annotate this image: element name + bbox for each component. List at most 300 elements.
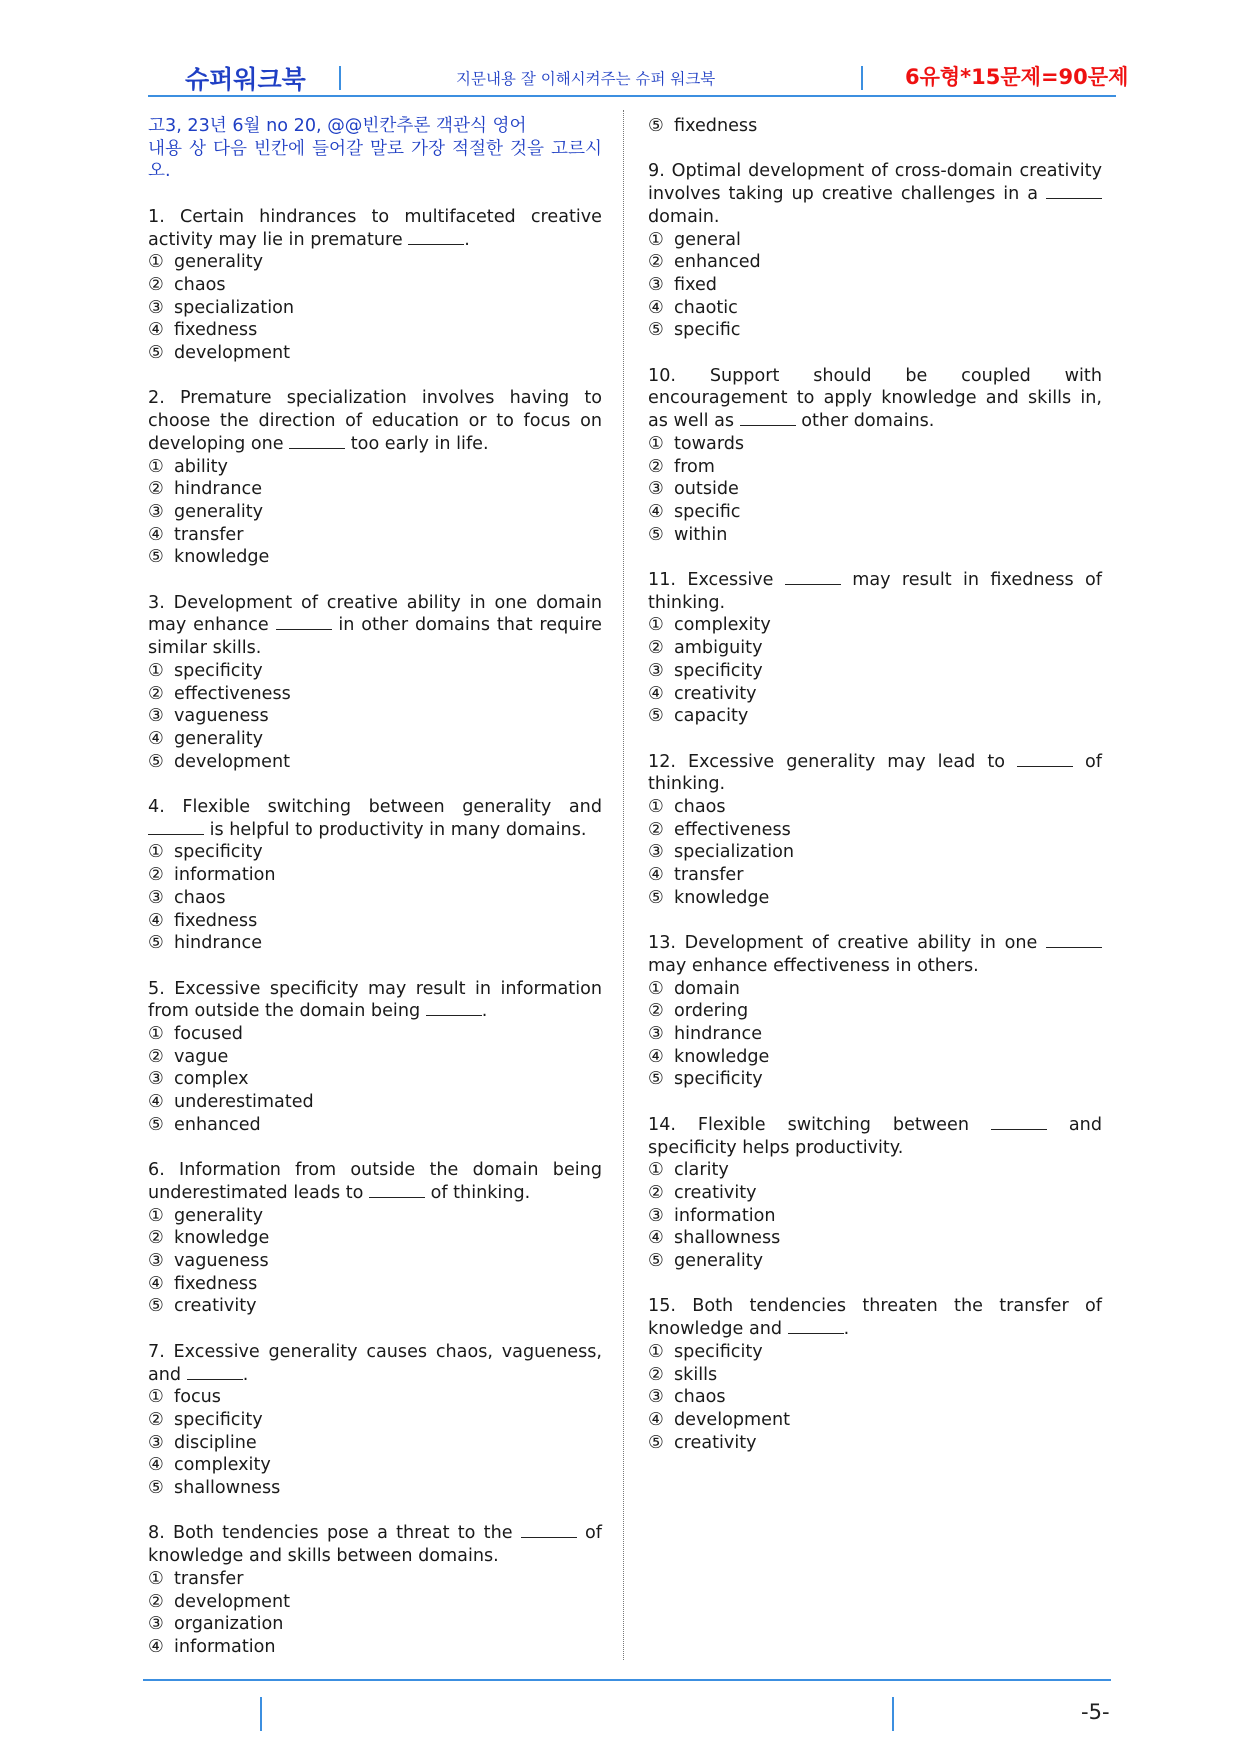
option-label: organization [174,1614,284,1635]
option-label: specialization [674,842,794,863]
answer-option [148,683,602,706]
option-label: ordering [674,1001,749,1022]
option-label: transfer [674,865,744,886]
option-number: ⑤ [648,1069,664,1090]
answer-option [648,614,1102,637]
question-text-after-blank: other domains. [795,411,935,432]
option-label: specific [674,320,741,341]
option-number: ⑤ [648,1251,664,1272]
answer-option [648,660,1102,683]
question-stem [648,365,1102,433]
option-label: development [174,751,291,772]
answer-option [148,728,602,751]
option-label: complexity [674,615,771,636]
question-item [148,1159,602,1318]
answer-option [648,1409,1102,1432]
question-text-after-blank: may enhance effectiveness in others. [648,955,979,976]
option-number: ② [648,1364,664,1385]
answer-blank [276,615,332,630]
option-label: knowledge [674,1046,770,1067]
option-number: ④ [648,501,664,522]
option-label: chaos [674,1387,726,1408]
answer-option [648,1341,1102,1364]
answer-option [648,115,1102,138]
footer-divider [260,1697,262,1731]
footer-rule [143,1679,1111,1681]
question-stem [148,1341,602,1386]
page-number: -5- [1081,1700,1110,1724]
answer-option [648,1023,1102,1046]
answer-option [148,1250,602,1273]
option-label: focus [174,1387,221,1408]
option-number: ① [148,842,164,863]
question-text: 5. Excessive specificity may result in information from outside the domain being [148,978,602,1022]
option-number: ⑤ [148,1296,164,1317]
answer-blank [521,1523,577,1538]
option-number: ③ [648,479,664,500]
question-item [648,569,1102,728]
answer-option [648,637,1102,660]
option-number: ③ [148,297,164,318]
option-label: fixed [674,274,717,295]
question-text: 6. Information from outside the domain being underestimated leads to [148,1160,602,1203]
option-label: effectiveness [674,819,791,840]
answer-option [648,524,1102,547]
answer-option [148,1454,602,1477]
option-label: specificity [674,1341,763,1362]
answer-option [148,1636,602,1659]
question-options-continued [648,115,1102,138]
option-label: shallowness [174,1478,281,1499]
option-number: ① [148,252,164,273]
question-item [648,1114,1102,1273]
question-text: 7. Excessive generality causes chaos, vagueness, and [148,1341,602,1385]
option-number: ① [148,1024,164,1045]
instructions-source: 고3, 23년 6월 no 20, @@빈칸추론 객관식 영어 [148,116,527,136]
answer-option [648,887,1102,910]
option-number: ⑤ [648,320,664,341]
option-label: complexity [174,1455,271,1476]
question-text-after-blank: . [481,1001,488,1022]
option-number: ⑤ [648,887,664,908]
option-number: ① [648,433,664,454]
answer-option [148,1477,602,1500]
option-number: ② [148,865,164,886]
option-number: ② [148,1591,164,1612]
instructions-text: 내용 상 다음 빈칸에 들어갈 말로 가장 적절한 것을 고르시오. [148,138,602,182]
question-stem [148,592,602,660]
option-number: ① [648,1341,664,1362]
option-number: ④ [648,1046,664,1067]
answer-option [648,1205,1102,1228]
option-label: vague [174,1046,229,1067]
question-text: 2. Premature specialization involves having to choose the direction of education or to focus on developing one [148,388,602,454]
option-label: knowledge [674,887,770,908]
answer-option [648,501,1102,524]
option-number: ① [648,229,664,250]
option-label: ability [174,456,228,477]
header-subtitle: 지문내용 잘 이해시켜주는 슈퍼 워크북 [456,70,716,88]
question-text: 14. Flexible switching between [648,1114,991,1135]
answer-option [648,1386,1102,1409]
question-text: 13. Development of creative ability in one [648,933,1046,954]
question-text-after-blank: may result in fixedness of thinking. [648,570,1102,613]
answer-option [648,1159,1102,1182]
brand-title: 슈퍼워크북 [185,65,306,94]
option-label: chaos [674,797,726,818]
option-number: ④ [148,1273,164,1294]
answer-option [148,1432,602,1455]
answer-blank [187,1365,243,1380]
option-number: ④ [148,320,164,341]
option-number: ⑤ [148,1478,164,1499]
answer-option [148,456,602,479]
option-number: ⑤ [648,116,664,136]
option-number: ② [148,479,164,500]
option-number: ③ [648,842,664,863]
answer-option [148,1114,602,1137]
answer-option [648,478,1102,501]
answer-option [148,501,602,524]
question-item [148,796,602,955]
option-number: ① [148,1205,164,1226]
answer-option [648,705,1102,728]
question-text: 9. Optimal development of cross-domain creativity involves taking up creative challenges in a [648,161,1102,205]
question-text-after-blank: too early in life. [345,433,489,454]
option-number: ④ [648,1409,664,1430]
answer-blank [148,820,204,835]
option-label: capacity [674,706,749,727]
option-label: creativity [674,1182,757,1203]
option-number: ④ [648,865,664,886]
answer-blank [408,230,464,245]
question-stem [148,206,602,251]
answer-option [648,1432,1102,1455]
option-label: specificity [174,1409,263,1430]
option-number: ② [148,274,164,295]
question-text-after-blank: of thinking. [425,1182,531,1203]
question-text: 10. Support should be coupled with encouragement to apply knowledge and skills in, as well as [648,365,1102,432]
answer-option [148,546,602,569]
option-label: creativity [674,683,757,704]
question-item [148,387,602,569]
question-item [148,1522,602,1658]
answer-option [148,1295,602,1318]
question-item [148,206,602,365]
option-label: knowledge [174,1228,270,1249]
option-number: ④ [148,728,164,749]
problem-count: 6유형*15문제=90문제 [905,65,1129,89]
option-number: ③ [148,501,164,522]
option-label: transfer [174,1568,244,1589]
answer-blank [1046,933,1102,948]
option-number: ② [648,456,664,477]
answer-blank [426,1001,482,1016]
option-number: ② [648,819,664,840]
answer-option [148,1046,602,1069]
answer-option [148,478,602,501]
answer-option [148,932,602,955]
option-number: ③ [648,1205,664,1226]
option-number: ① [148,456,164,477]
option-number: ④ [148,1455,164,1476]
option-label: knowledge [174,547,270,568]
question-text: 11. Excessive [648,570,785,591]
option-number: ③ [648,660,664,681]
question-text: 12. Excessive generality may lead to [648,751,1018,772]
option-label: specificity [174,660,263,681]
answer-blank [289,434,345,449]
answer-option [648,841,1102,864]
question-stem [148,387,602,455]
answer-option [148,1613,602,1636]
option-label: complex [174,1069,249,1090]
option-number: ③ [148,1251,164,1272]
option-number: ② [648,1182,664,1203]
option-number: ② [148,1228,164,1249]
option-label: information [174,865,276,886]
option-label: discipline [174,1432,257,1453]
answer-option [648,274,1102,297]
instructions [148,115,602,183]
answer-option [648,251,1102,274]
option-number: ⑤ [648,1432,664,1453]
option-label: focused [174,1024,243,1045]
option-number: ④ [648,297,664,318]
answer-option [148,751,602,774]
question-text-after-blank: of knowledge and skills between domains. [148,1523,602,1567]
answer-blank [1017,752,1073,767]
option-label: from [674,456,715,477]
option-number: ③ [648,274,664,295]
option-label: generality [174,252,264,273]
answer-option [648,1068,1102,1091]
question-text: 4. Flexible switching between generality and [148,797,602,818]
option-label: general [674,229,741,250]
option-label: specific [674,501,741,522]
answer-option [648,819,1102,842]
question-item [648,365,1102,547]
question-text-after-blank: domain. [648,206,720,227]
option-label: specialization [174,297,294,318]
question-text: 15. Both tendencies threaten the transfer of knowledge and [648,1296,1102,1340]
question-stem [648,1114,1102,1159]
option-number: ② [648,1001,664,1022]
option-label: fixedness [174,1273,258,1294]
option-label: enhanced [174,1114,261,1135]
answer-blank [991,1115,1047,1130]
option-label: information [174,1636,276,1657]
option-label: generality [174,1205,264,1226]
option-number: ⑤ [148,751,164,772]
header-rule [148,95,1116,97]
answer-option [648,796,1102,819]
question-item [648,932,1102,1091]
answer-blank [369,1183,425,1198]
option-number: ① [148,660,164,681]
option-number: ⑤ [148,1114,164,1135]
answer-option [148,319,602,342]
option-label: specificity [174,842,263,863]
option-number: ③ [148,1614,164,1635]
question-item [648,751,1102,910]
footer-divider [892,1697,894,1731]
option-label: skills [674,1364,718,1385]
answer-option [648,1046,1102,1069]
option-label: specificity [674,660,763,681]
option-label: specificity [674,1069,763,1090]
header-divider [861,66,863,90]
answer-option [648,1227,1102,1250]
option-label: hindrance [174,933,263,954]
option-label: towards [674,433,745,454]
question-item [648,160,1102,342]
option-number: ② [148,1409,164,1430]
option-number: ② [648,252,664,273]
option-number: ② [148,683,164,704]
question-stem [648,569,1102,614]
answer-option [148,524,602,547]
option-number: ① [648,1160,664,1181]
answer-option [648,1364,1102,1387]
answer-option [148,274,602,297]
answer-option [648,683,1102,706]
answer-option [648,1250,1102,1273]
answer-blank [740,411,796,426]
option-label: underestimated [174,1092,314,1113]
answer-option [648,864,1102,887]
option-number: ④ [148,1636,164,1657]
option-number: ⑤ [148,933,164,954]
option-label: development [174,343,291,364]
header-divider [339,66,341,90]
answer-option [148,910,602,933]
answer-option [148,1591,602,1614]
answer-option [148,841,602,864]
option-number: ② [148,1046,164,1067]
answer-option [648,319,1102,342]
answer-option [148,1409,602,1432]
option-label: information [674,1205,776,1226]
option-number: ⑤ [148,343,164,364]
question-item [148,1341,602,1500]
option-label: generality [174,728,264,749]
answer-blank [788,1319,844,1334]
question-text: 1. Certain hindrances to multifaceted creative activity may lie in premature [148,206,602,250]
answer-option [148,1068,602,1091]
option-label: chaos [174,887,226,908]
option-label: hindrance [174,479,263,500]
option-label: development [174,1591,291,1612]
answer-option [148,342,602,365]
right-column [648,115,1102,1477]
answer-option [648,1000,1102,1023]
option-label: creativity [674,1432,757,1453]
answer-option [148,1023,602,1046]
answer-blank [785,570,841,585]
answer-option [648,297,1102,320]
answer-option [148,1091,602,1114]
option-label: chaotic [674,297,738,318]
answer-option [148,297,602,320]
answer-option [148,660,602,683]
answer-option [648,229,1102,252]
option-label: vagueness [174,706,269,727]
question-stem [148,978,602,1023]
option-number: ③ [148,1069,164,1090]
option-number: ③ [148,887,164,908]
question-text: 3. Development of creative ability in one domain may enhance [148,592,602,636]
question-stem [148,1159,602,1204]
answer-option [648,433,1102,456]
answer-option [148,251,602,274]
option-number: ④ [148,1092,164,1113]
answer-option [148,1386,602,1409]
option-number: ⑤ [648,706,664,727]
question-text-after-blank: . [843,1319,850,1340]
option-label: fixedness [174,320,258,341]
option-label: generality [674,1251,764,1272]
question-text-after-blank: in other domains that require similar skills. [148,615,602,659]
answer-option [148,1273,602,1296]
answer-option [648,1182,1102,1205]
option-label: clarity [674,1160,729,1181]
option-label: vagueness [174,1251,269,1272]
option-label: generality [174,501,264,522]
left-column [148,115,602,1681]
option-label: development [674,1409,791,1430]
answer-option [148,1205,602,1228]
question-text-after-blank: of thinking. [648,751,1102,795]
option-number: ① [148,1568,164,1589]
answer-option [148,864,602,887]
question-stem [648,1295,1102,1340]
answer-option [648,978,1102,1001]
option-number: ③ [148,706,164,727]
question-text-after-blank: . [242,1364,249,1385]
option-number: ③ [648,1387,664,1408]
question-item [648,1295,1102,1454]
question-stem [648,751,1102,796]
option-label: fixedness [174,910,258,931]
option-label: enhanced [674,252,761,273]
option-number: ⑤ [648,524,664,545]
option-number: ③ [148,1432,164,1453]
column-divider [623,110,624,1660]
question-item [148,592,602,774]
question-text-after-blank: and specificity helps productivity. [648,1114,1102,1158]
option-label: within [674,524,728,545]
option-label: transfer [174,524,244,545]
question-stem [148,796,602,841]
option-number: ① [648,797,664,818]
answer-option [148,887,602,910]
option-label: shallowness [674,1228,781,1249]
question-stem [648,932,1102,977]
page-header [148,58,1129,98]
question-text-after-blank: . [464,229,470,250]
option-number: ① [648,615,664,636]
option-number: ④ [148,910,164,931]
option-number: ② [648,638,664,659]
question-stem [648,160,1102,228]
option-number: ④ [648,683,664,704]
option-number: ④ [648,1228,664,1249]
option-label: hindrance [674,1024,763,1045]
option-label: ambiguity [674,638,763,659]
option-number: ① [648,978,664,999]
answer-blank [1046,184,1102,199]
